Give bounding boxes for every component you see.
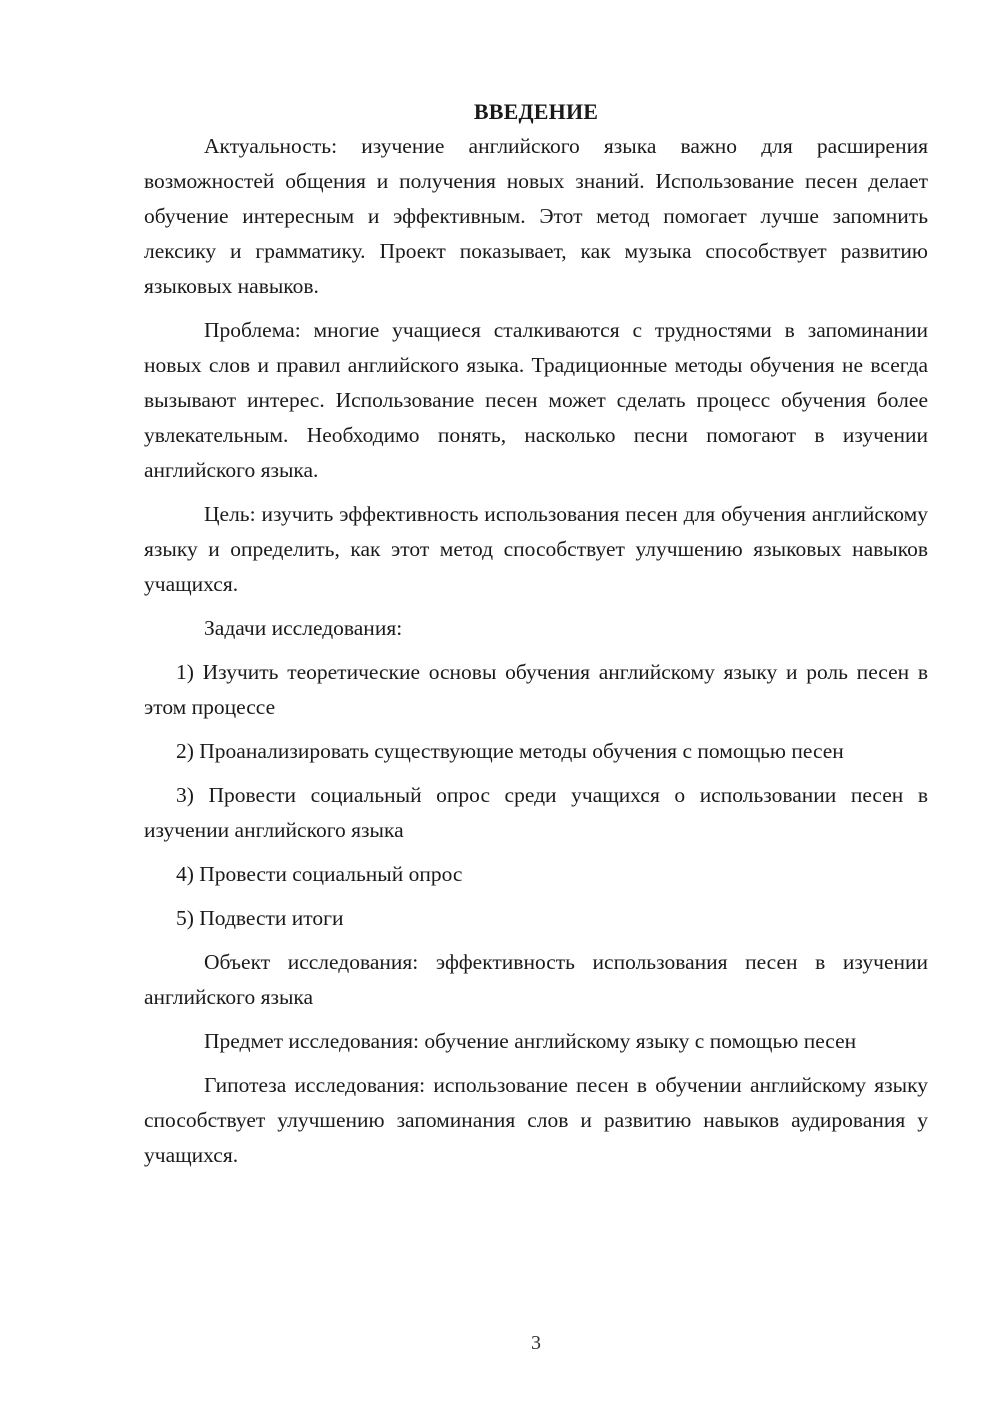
task-item-1: 1) Изучить теоретические основы обучения английскому языку и роль песен в этом процессе [144, 660, 928, 719]
page-number: 3 [531, 1332, 541, 1354]
task-item-5: 5) Подвести итоги [176, 906, 344, 930]
paragraph-tasks-heading: Задачи исследования: [204, 616, 403, 640]
paragraph-problem: Проблема: многие учащиеся сталкиваются с трудностями в запоминании новых слов и правил английского языка. Традиционные методы обучения не всегда вызывают интерес. Использование песен может сделать процесс обучения более увлекательным. Необходимо понять, насколько песни помогают в изучении английского языка. [144, 318, 928, 482]
paragraph-hypothesis: Гипотеза исследования: использование песен в обучении английскому языку способствует улучшению запоминания слов и развитию навыков аудирования у учащихся. [144, 1073, 928, 1167]
paragraph-object: Объект исследования: эффективность использования песен в изучении английского языка [144, 950, 928, 1009]
paragraph-subject: Предмет исследования: обучение английскому языку с помощью песен [204, 1029, 857, 1053]
paragraph-goal: Цель: изучить эффективность использования песен для обучения английскому языку и определить, как этот метод способствует улучшению языковых навыков учащихся. [144, 502, 928, 596]
page-title: ВВЕДЕНИЕ [473, 99, 599, 124]
task-item-4: 4) Провести социальный опрос [176, 862, 463, 886]
paragraph-relevance: Актуальность: изучение английского языка важно для расширения возможностей общения и получения новых знаний. Использование песен делает обучение интересным и эффективным. Этот метод помогает лучше запомнить лексику и грамматику. Проект показывает, как музыка способствует развитию языковых навыков. [144, 134, 928, 298]
task-item-3: 3) Провести социальный опрос среди учащихся о использовании песен в изучении английского языка [144, 783, 928, 842]
task-item-2: 2) Проанализировать существующие методы обучения с помощью песен [176, 739, 844, 763]
